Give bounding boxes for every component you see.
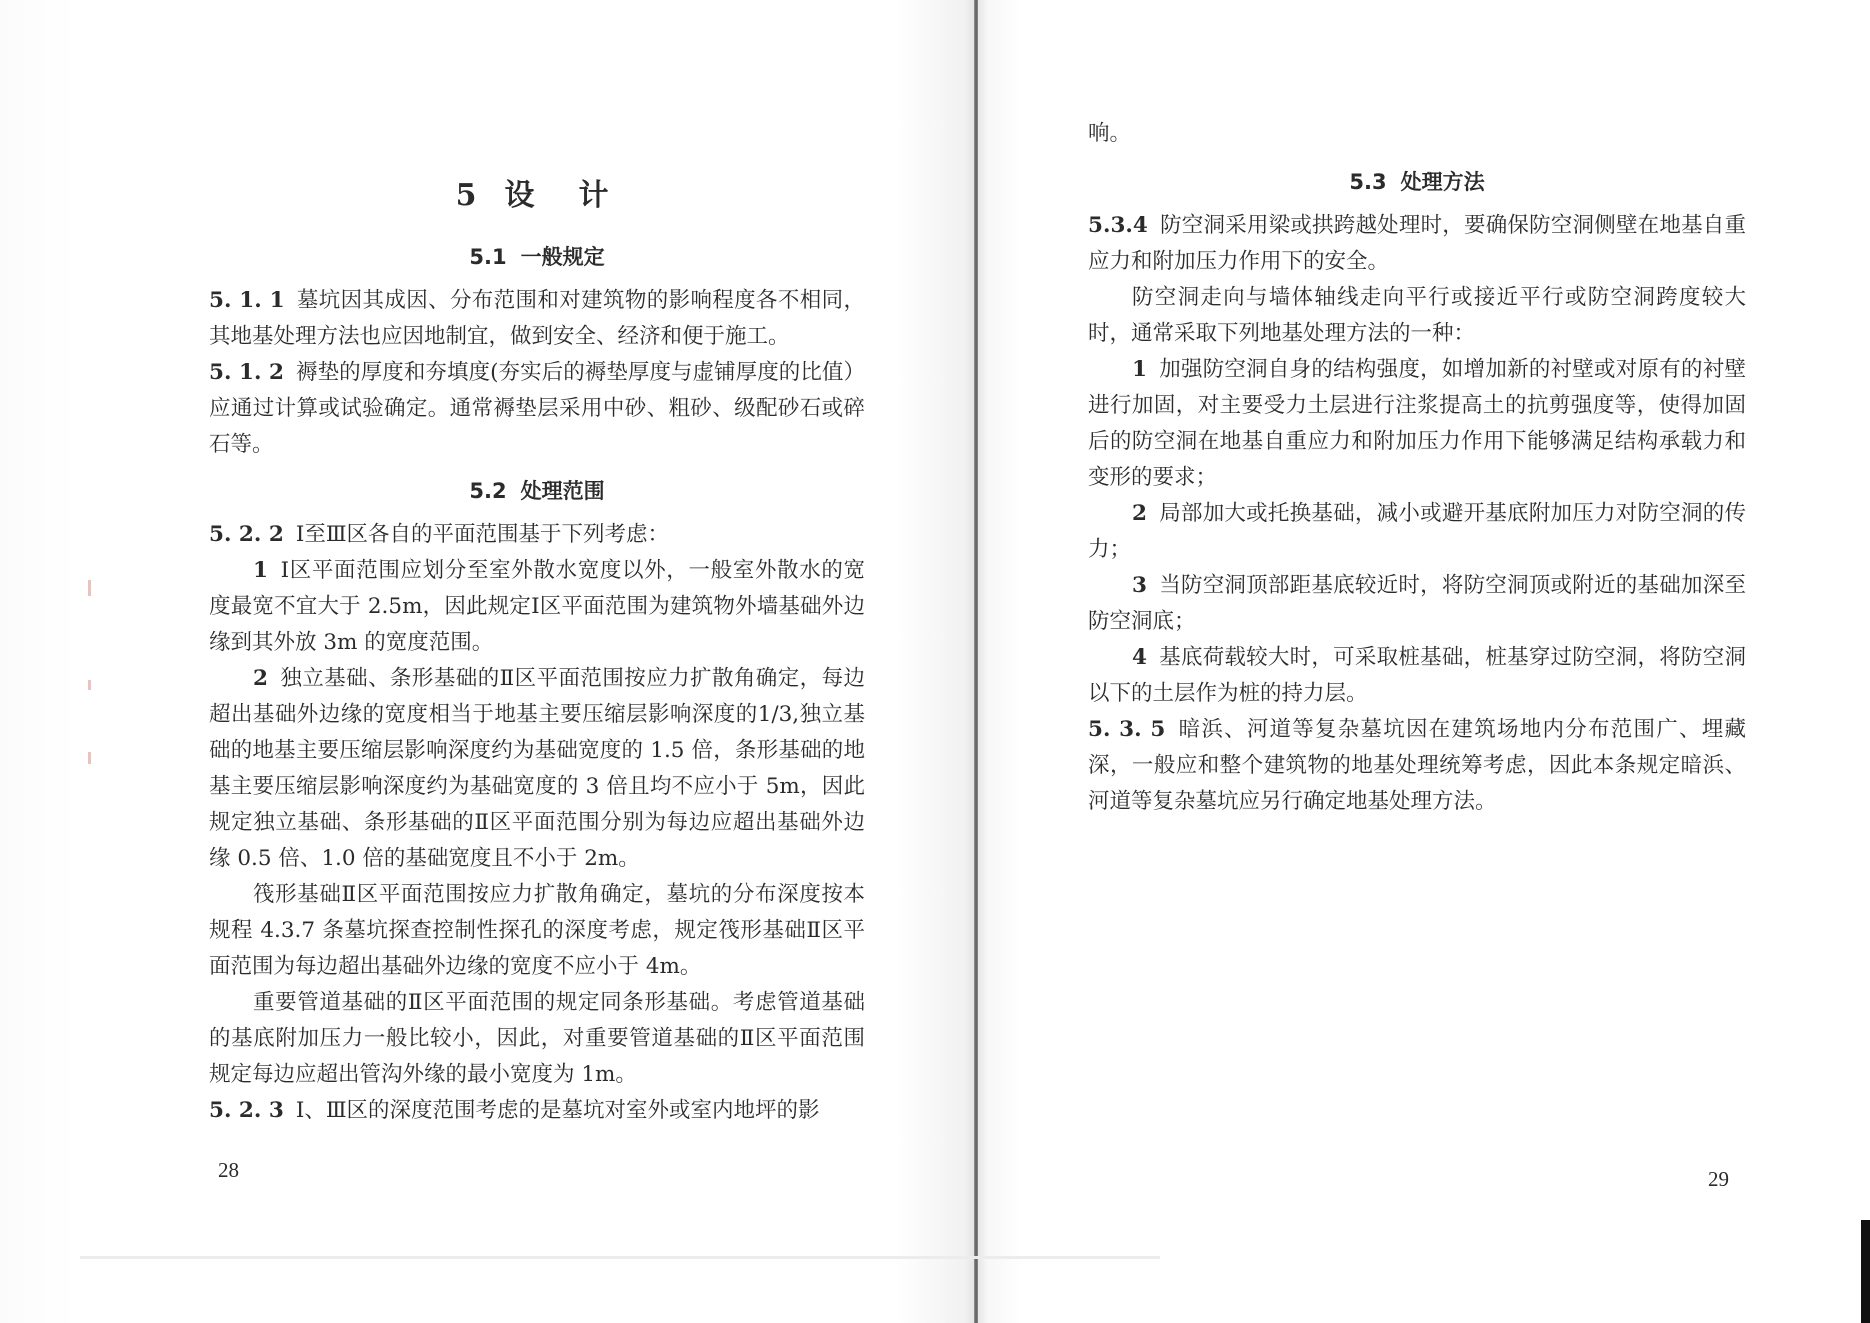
- clause-5-2-2-item-2: [209, 661, 865, 877]
- clause-5-3-4: [1088, 208, 1746, 280]
- section-heading-5-1: 5.1 一般规定: [469, 245, 605, 269]
- item-text: 当防空洞顶部距基底较近时，将防空洞顶或附近的基础加深至防空洞底；: [1088, 573, 1746, 634]
- method-item-2: [1088, 496, 1746, 568]
- clause-5-1-2: [209, 355, 865, 463]
- item-text: Ⅰ区平面范围应划分至室外散水宽度以外，一般室外散水的宽度最宽不宜大于 2.5m，因此规定Ⅰ区平面范围为建筑物外墙基础外边缘到其外放 3m 的宽度范围。: [209, 558, 865, 655]
- clause-5-2-2-item-1: [209, 553, 865, 661]
- scan-artifact: [88, 752, 91, 764]
- chapter-title-part-2: 计: [578, 178, 619, 213]
- page-bottom-shadow: [80, 1256, 1160, 1259]
- item-number: 2: [1132, 501, 1147, 526]
- chapter-title-part-1: 设: [504, 178, 545, 213]
- clause-text: 褥垫的厚度和夯填度(夯实后的褥垫厚度与虚铺厚度的比值）应通过计算或试验确定。通常褥垫层采用中砂、粗砂、级配砂石或碎石等。: [209, 360, 865, 457]
- paragraph-parallel-tunnel: 防空洞走向与墙体轴线走向平行或接近平行或防空洞跨度较大时，通常采取下列地基处理方法的一种：: [1088, 285, 1746, 346]
- clause-text: 暗浜、河道等复杂墓坑因在建筑场地内分布范围广、埋藏深，一般应和整个建筑物的地基处理统筹考虑，因此本条规定暗浜、河道等复杂墓坑应另行确定地基处理方法。: [1088, 717, 1746, 814]
- page-number-left: 28: [218, 1158, 239, 1182]
- clause-text: Ⅰ、Ⅲ区的深度范围考虑的是墓坑对室外或室内地坪的影: [295, 1098, 820, 1123]
- scan-artifact: [88, 680, 91, 690]
- method-item-4: [1088, 640, 1746, 712]
- method-item-1: [1088, 352, 1746, 496]
- clause-number: 5. 2. 2: [209, 522, 284, 547]
- item-number: 4: [1132, 645, 1147, 670]
- clause-text: 防空洞采用梁或拱跨越处理时，要确保防空洞侧壁在地基自重应力和附加压力作用下的安全。: [1088, 213, 1746, 274]
- page-number-right: 29: [1708, 1167, 1729, 1191]
- section-heading-5-3: 5.3 处理方法: [1349, 170, 1485, 194]
- right-page-body: [1088, 116, 1746, 820]
- paragraph-raft-foundation: 筏形基础Ⅱ区平面范围按应力扩散角确定，墓坑的分布深度按本规程 4.3.7 条墓坑探查控制性探孔的深度考虑，规定筏形基础Ⅱ区平面范围为每边超出基础外边缘的宽度不应小于 4m。: [209, 882, 865, 979]
- item-number: 1: [1132, 357, 1147, 382]
- left-page-body: [209, 169, 865, 1129]
- method-item-3: [1088, 568, 1746, 640]
- clause-text: Ⅰ至Ⅲ区各自的平面范围基于下列考虑：: [295, 522, 670, 547]
- clause-number: 5. 1. 2: [209, 360, 284, 385]
- clause-text: 墓坑因其成因、分布范围和对建筑物的影响程度各不相同，其地基处理方法也应因地制宜，做到安全、经济和便于施工。: [209, 288, 865, 349]
- continuation-text: 响。: [1088, 121, 1132, 146]
- item-number: 1: [253, 558, 268, 583]
- item-number: 3: [1132, 573, 1147, 598]
- clause-number: 5.3.4: [1088, 213, 1148, 238]
- item-text: 基底荷载较大时，可采取桩基础，桩基穿过防空洞，将防空洞以下的土层作为桩的持力层。: [1088, 645, 1746, 706]
- section-heading-5-2: 5.2 处理范围: [469, 479, 605, 503]
- clause-5-2-3: [209, 1093, 865, 1129]
- chapter-number: 5: [455, 178, 487, 213]
- item-number: 2: [253, 666, 268, 691]
- paragraph-pipe-foundation: 重要管道基础的Ⅱ区平面范围的规定同条形基础。考虑管道基础的基底附加压力一般比较小，因此，对重要管道基础的Ⅱ区平面范围规定每边应超出管沟外缘的最小宽度为 1m。: [209, 990, 865, 1087]
- scan-artifact: [88, 580, 91, 596]
- item-text: 加强防空洞自身的结构强度，如增加新的衬壁或对原有的衬壁进行加固，对主要受力土层进行注浆提高土的抗剪强度等，使得加固后的防空洞在地基自重应力和附加压力作用下能够满足结构承载力和变形的要求；: [1088, 357, 1746, 490]
- scan-edge: [1861, 1220, 1870, 1323]
- clause-number: 5. 3. 5: [1088, 717, 1166, 742]
- item-text: 局部加大或托换基础，减小或避开基底附加压力对防空洞的传力；: [1088, 501, 1746, 562]
- clause-number: 5. 2. 3: [209, 1098, 284, 1123]
- clause-5-2-2: [209, 517, 865, 553]
- item-text: 独立基础、条形基础的Ⅱ区平面范围按应力扩散角确定，每边超出基础外边缘的宽度相当于地基主要压缩层影响深度的1/3,独立基础的地基主要压缩层影响深度约为基础宽度的 1.5 倍，条形基础的地基主要压缩层影响深度约为基础宽度的 3 倍且均不应小于 5m，因此规定独立基础、条形基础的Ⅱ区平面范围分别为每边应超出基础外边缘 0.5 倍、1.0 倍的基础宽度且不小于 2m。: [209, 666, 865, 871]
- clause-5-1-1: [209, 283, 865, 355]
- clause-5-3-5: [1088, 712, 1746, 820]
- clause-number: 5. 1. 1: [209, 288, 285, 313]
- chapter-title: [209, 169, 865, 223]
